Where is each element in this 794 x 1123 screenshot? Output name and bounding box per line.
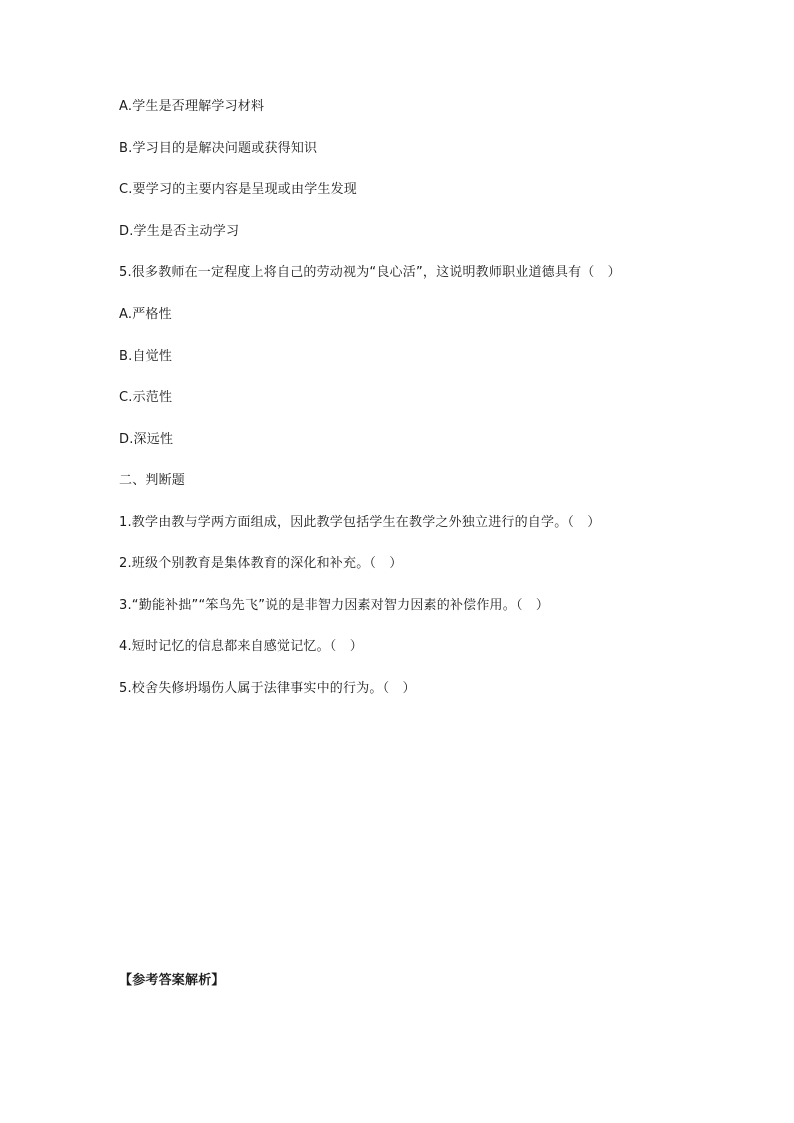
q5-option-b: B.自觉性 <box>119 349 173 364</box>
answer-section-header: 【参考答案解析】 <box>119 973 225 988</box>
q4-option-c: C.要学习的主要内容是呈现或由学生发现 <box>119 182 358 197</box>
q5-stem: 5.很多教师在一定程度上将自己的劳动视为“良心活”，这说明教师职业道德具有（ ） <box>119 265 621 280</box>
judgment-item-4: 4.短时记忆的信息都来自感觉记忆。（ ） <box>119 639 363 654</box>
q4-option-a: A.学生是否理解学习材料 <box>119 99 265 114</box>
judgment-item-2: 2.班级个别教育是集体教育的深化和补充。（ ） <box>119 556 403 571</box>
judgment-item-5: 5.校舍失修坍塌伤人属于法律事实中的行为。（ ） <box>119 681 416 696</box>
judgment-item-1: 1.教学由教与学两方面组成，因此教学包括学生在教学之外独立进行的自学。（ ） <box>119 515 601 530</box>
q5-option-c: C.示范性 <box>119 390 173 405</box>
q4-option-b: B.学习目的是解决问题或获得知识 <box>119 141 318 156</box>
q4-option-d: D.学生是否主动学习 <box>119 224 240 239</box>
section-title-judgment: 二、判断题 <box>119 473 186 488</box>
q5-option-d: D.深远性 <box>119 432 174 447</box>
q5-option-a: A.严格性 <box>119 307 172 322</box>
judgment-item-3: 3.“勤能补拙”“笨鸟先飞”说的是非智力因素对智力因素的补偿作用。（ ） <box>119 598 550 613</box>
